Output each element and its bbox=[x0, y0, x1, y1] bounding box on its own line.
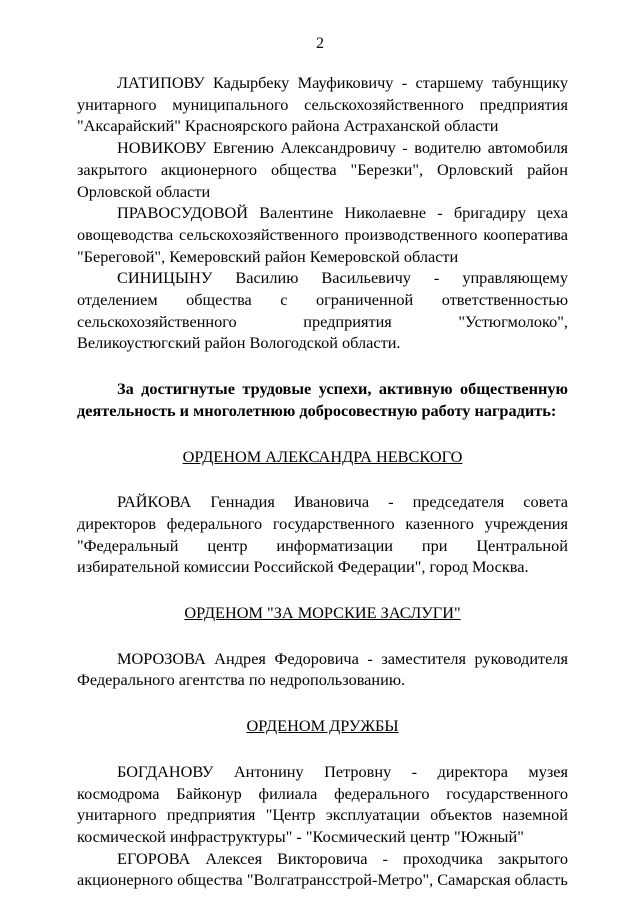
awardee-entry: ЛАТИПОВУ Кадырбеку Мауфиковичу - старшему табунщику унитарного муниципального сельскохозяйственного предприятия "Аксарайский" Красноярского района Астраханской области bbox=[77, 73, 568, 136]
award-heading-nevsky: ОРДЕНОМ АЛЕКСАНДРА НЕВСКОГО bbox=[182, 446, 463, 466]
award-heading-friendship: ОРДЕНОМ ДРУЖБЫ bbox=[246, 716, 399, 736]
page-number: 2 bbox=[316, 35, 324, 52]
document-body bbox=[77, 72, 568, 891]
awardee-entry: СИНИЦЫНУ Василию Васильевичу - управляющему отделением общества с ограниченной ответственностью сельскохозяйственного предприятия "Устюгмолоко", Великоустюгский район Вологодской области. bbox=[77, 268, 568, 353]
awardee-entry: РАЙКОВА Геннадия Ивановича - председателя совета директоров федерального государственного казенного учреждения "Федеральный центр информатизации при Центральной избирательной комиссии Российской Федерации", город Москва. bbox=[77, 492, 568, 577]
award-heading-sea-merit: ОРДЕНОМ "ЗА МОРСКИЕ ЗАСЛУГИ" bbox=[184, 603, 461, 623]
awardee-entry: ПРАВОСУДОВОЙ Валентине Николаевне - бригадиру цеха овощеводства сельскохозяйственного производственного кооператива "Береговой", Кемеровский район Кемеровской области bbox=[77, 203, 568, 266]
awardee-entry: БОГДАНОВУ Антонину Петровну - директора музея космодрома Байконур филиала федерального государственного унитарного предприятия "Центр эксплуатации объектов наземной космической инфраструктуры" - "Космический центр "Южный" bbox=[77, 761, 568, 846]
awardee-entry: ЕГОРОВА Алексея Викторовича - проходчика закрытого акционерного общества "Волгатрансстрой-Метро", Самарская область bbox=[77, 848, 568, 890]
awardee-entry: МОРОЗОВА Андрея Федоровича - заместителя руководителя Федерального агентства по недропользованию. bbox=[77, 648, 568, 690]
awardee-entry: НОВИКОВУ Евгению Александровичу - водителю автомобиля закрытого акционерного общества "Березки", Орловский район Орловской области bbox=[77, 138, 568, 201]
award-intro: За достигнутые трудовые успехи, активную общественную деятельность и многолетнюю добросовестную работу наградить: bbox=[77, 379, 568, 420]
